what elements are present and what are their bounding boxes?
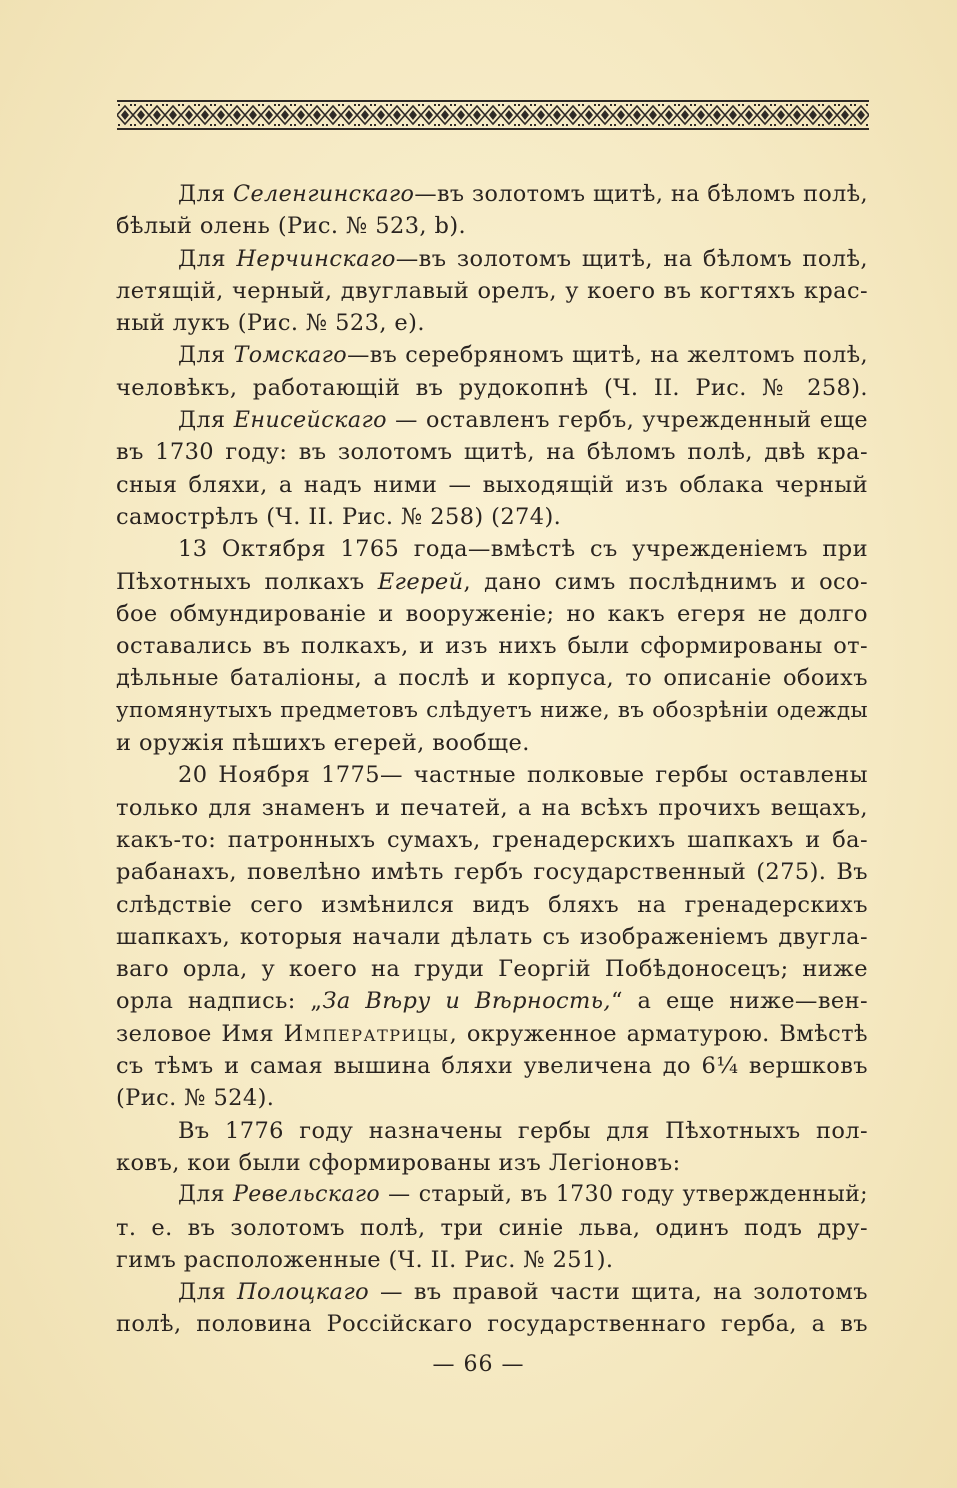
- text-line: человѣкъ, работающій въ рудокопнѣ (Ч. II. Рис. № 258).: [116, 374, 868, 401]
- text-line: Въ 1776 году назначены гербы для Пѣхотныхъ пол-: [178, 1117, 868, 1144]
- text-line: Для Полоцкаго — въ правой части щита, на золотомъ: [178, 1279, 868, 1306]
- text-line: Для Енисейскаго — оставленъ гербъ, учрежденный еще: [178, 407, 868, 434]
- text-line: полѣ, половина Россійскаго государственнаго герба, а въ: [116, 1311, 868, 1338]
- text-line: Для Нерчинскаго—въ золотомъ щитѣ, на бѣломъ полѣ,: [178, 245, 868, 272]
- text-line: 13 Октября 1765 года—вмѣстѣ съ учрежденіемъ при: [178, 536, 868, 563]
- text-line: Для Томскаго—въ серебряномъ щитѣ, на желтомъ полѣ,: [178, 342, 868, 369]
- text-line: дѣльные баталіоны, а послѣ и корпуса, то описаніе обоихъ: [116, 665, 868, 692]
- text-line: орла надпись: „За Вѣру и Вѣрность,“ а еще ниже—вен-: [116, 988, 868, 1015]
- text-line: 20 Ноября 1775— частные полковые гербы оставлены: [178, 762, 868, 789]
- text-line: какъ-то: патронныхъ сумахъ, гренадерскихъ шапкахъ и ба-: [116, 826, 868, 853]
- text-line: съ тѣмъ и самая вышина бляхи увеличена до 6¼ вершковъ: [116, 1053, 868, 1080]
- text-line: самострѣлъ (Ч. II. Рис. № 258) (274).: [116, 503, 562, 530]
- text-line: гимъ расположенные (Ч. II. Рис. № 251).: [116, 1246, 614, 1273]
- text-line: (Рис. № 524).: [116, 1085, 275, 1112]
- text-line: ный лукъ (Рис. № 523, e).: [116, 310, 425, 337]
- text-line: рабанахъ, повелѣно имѣть гербъ государственный (275). Въ: [116, 859, 868, 886]
- text-line: сныя бляхи, а надъ ними — выходящій изъ облака черный: [116, 471, 868, 498]
- text-line: слѣдствіе сего измѣнился видъ бляхъ на гренадерскихъ: [116, 891, 868, 918]
- text-line: ковъ, кои были сформированы изъ Легіоновъ:: [116, 1149, 681, 1176]
- page-number: — 66 —: [432, 1352, 525, 1377]
- text-line: оставались въ полкахъ, и изъ нихъ были сформированы от-: [116, 633, 868, 660]
- text-line: упомянутыхъ предметовъ слѣдуетъ ниже, въ обозрѣніи одежды: [116, 697, 868, 723]
- text-line: въ 1730 году: въ золотомъ щитѣ, на бѣломъ полѣ, двѣ кра-: [116, 439, 868, 466]
- text-line: Пѣхотныхъ полкахъ Егерей, дано симъ послѣднимъ и осо-: [116, 568, 868, 595]
- text-line: Для Селенгинскаго—въ золотомъ щитѣ, на бѣломъ полѣ,: [178, 181, 868, 207]
- text-line: бое обмундированіе и вооруженіе; но какъ егеря не долго: [116, 600, 868, 627]
- text-line: только для знаменъ и печатей, а на всѣхъ прочихъ вещахъ,: [116, 794, 868, 821]
- body-text: [116, 178, 868, 1341]
- text-line: и оружія пѣшихъ егерей, вообще.: [116, 730, 530, 757]
- decorative-border-band: [117, 98, 869, 132]
- text-line: т. е. въ золотомъ полѣ, три синіе льва, одинъ подъ дру-: [116, 1214, 868, 1241]
- text-line: бѣлый олень (Рис. № 523, b).: [116, 213, 467, 240]
- text-line: Для Ревельскаго — старый, въ 1730 году утвержденный;: [178, 1182, 868, 1208]
- text-line: ваго орла, у коего на груди Георгій Побѣдоносецъ; ниже: [116, 956, 868, 983]
- text-line: шапкахъ, которыя начали дѣлать съ изображеніемъ двугла-: [116, 923, 868, 950]
- text-line: зеловое Имя Императрицы, окруженное арматурою. Вмѣстѣ: [116, 1020, 868, 1047]
- text-line: летящій, черный, двуглавый орелъ, у коего въ когтяхъ крас-: [116, 277, 868, 304]
